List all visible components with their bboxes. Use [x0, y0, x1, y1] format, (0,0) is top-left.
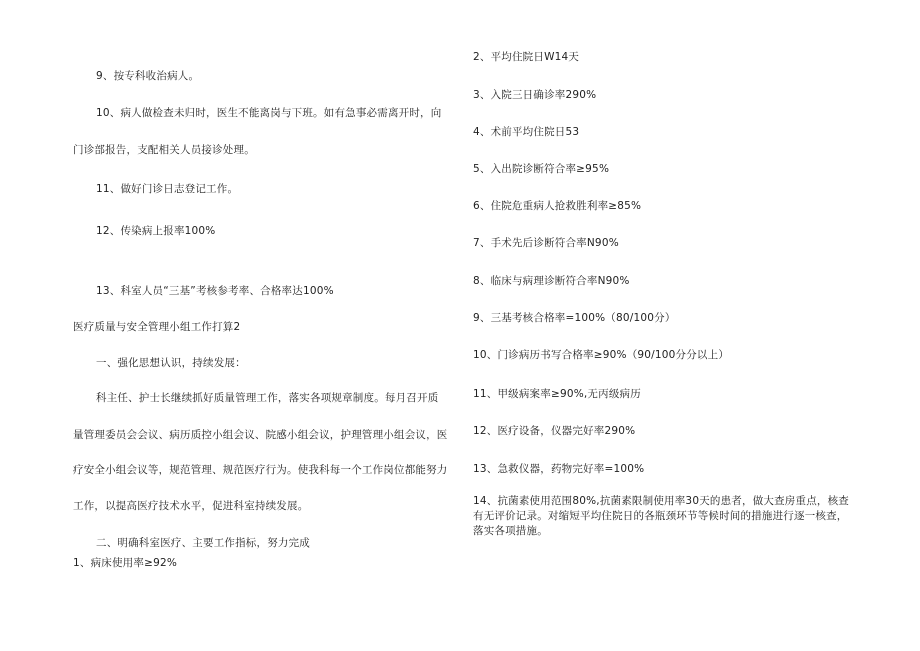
- target-2: 2、平均住院日W14天: [473, 51, 580, 63]
- target-14-line-2: 有无评价记录。对缩短平均住院日的各瓶颈环节等候时间的措施进行逐一核查，: [473, 510, 848, 522]
- target-11: 11、甲级病案率≥90%,无丙级病历: [473, 388, 641, 400]
- target-10: 10、门诊病历书写合格率≥90%（90/100分分以上）: [473, 349, 730, 361]
- item-9: 9、按专科收治病人。: [96, 70, 200, 82]
- item-11: 11、做好门诊日志登记工作。: [96, 183, 239, 195]
- paragraph-1-line-2: 量管理委员会会议、病历质控小组会议、院感小组会议，护理管理小组会议，医: [73, 429, 448, 441]
- target-14-line-1: 14、抗菌素使用范围80%,抗菌素限制使用率30天的患者，做大查房重点，核查: [473, 495, 849, 507]
- paragraph-1-line-3: 疗安全小组会议等，规范管理、规范医疗行为。使我科每一个工作岗位都能努力: [73, 464, 448, 476]
- target-7: 7、手术先后诊断符合率N90%: [473, 237, 619, 249]
- target-9: 9、三基考核合格率=100%（80/100分）: [473, 312, 676, 324]
- target-12: 12、医疗设备，仪器完好率290%: [473, 425, 636, 437]
- section-title: 医疗质量与安全管理小组工作打算2: [73, 321, 241, 333]
- target-1: 1、病床使用率≥92%: [73, 557, 178, 569]
- target-4: 4、术前平均住院日53: [473, 126, 580, 138]
- item-10-line-1: 10、病人做检查未归时，医生不能离岗与下班。如有急事必需离开时，向: [96, 107, 442, 119]
- heading-1: 一、强化思想认识，持续发展：: [96, 357, 246, 369]
- paragraph-1-line-4: 工作，以提高医疗技术水平，促进科室持续发展。: [73, 500, 309, 512]
- target-3: 3、入院三日确诊率290%: [473, 89, 597, 101]
- item-12: 12、传染病上报率100%: [96, 225, 216, 237]
- target-8: 8、临床与病理诊断符合率N90%: [473, 275, 630, 287]
- item-10-line-2: 门诊部报告，支配相关人员接诊处理。: [73, 144, 255, 156]
- target-13: 13、急救仪器，药物完好率=100%: [473, 463, 645, 475]
- heading-2: 二、明确科室医疗、主要工作指标，努力完成: [96, 537, 310, 549]
- target-6: 6、住院危重病人抢救胜利率≥85%: [473, 200, 642, 212]
- target-14-line-3: 落实各项措施。: [473, 525, 548, 537]
- paragraph-1-line-1: 科主任、护士长继续抓好质量管理工作，落实各项规章制度。每月召开质: [96, 392, 439, 404]
- target-5: 5、入出院诊断符合率≥95%: [473, 163, 610, 175]
- item-13: 13、科室人员“三基”考核参考率、合格率达100%: [96, 285, 334, 297]
